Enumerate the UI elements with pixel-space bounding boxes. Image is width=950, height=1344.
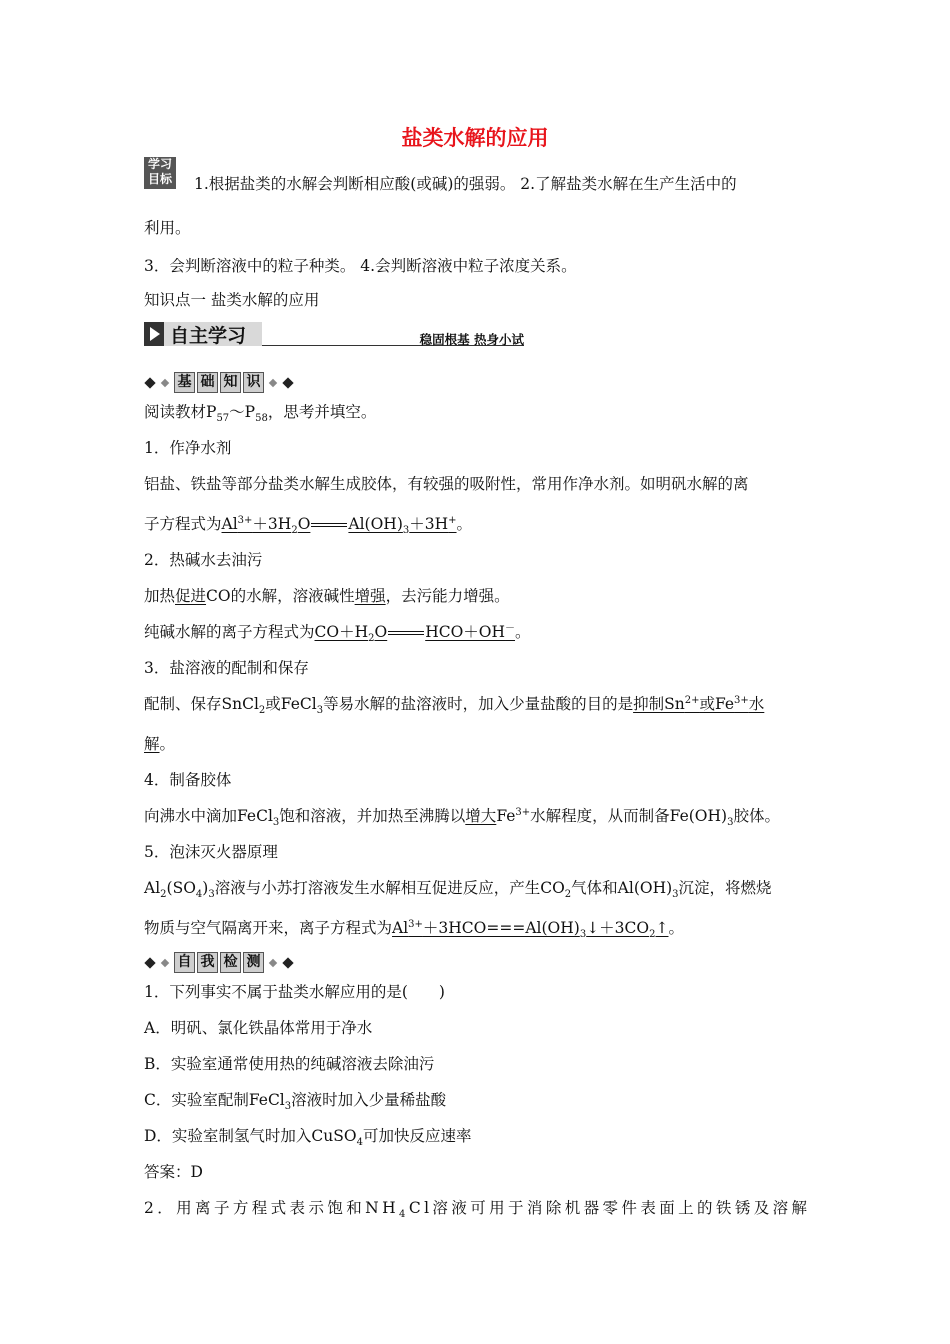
- basic-knowledge-heading: [144, 372, 294, 393]
- item-3-text: 配制、保存SnCl$_2$或FeCl$_3$等易水解的盐溶液时，加入少量盐酸的目的是抑制$Sn^{2+}$或$Fe^{3+}$水: [144, 694, 765, 717]
- section-label: 自主学习: [170, 324, 247, 347]
- heading-char: 我: [197, 952, 218, 973]
- section-label-box: [144, 322, 262, 346]
- option-d: D．实验室制氢气时加入CuSO$_4$可加快反应速率: [144, 1127, 472, 1149]
- goals-line-2: 利用。: [144, 219, 191, 237]
- item-5-heading: 5．泡沫灭火器原理: [144, 843, 278, 861]
- diamond-icon: [144, 957, 155, 968]
- badge-line-2: 目标: [147, 172, 172, 186]
- heading-char: 识: [243, 372, 264, 393]
- heading-char: 自: [174, 952, 195, 973]
- diamond-icon: [144, 377, 155, 388]
- item-4-heading: 4．制备胶体: [144, 771, 232, 789]
- section-bar: [144, 322, 524, 348]
- learning-goals-badge: [144, 157, 176, 189]
- option-c: C．实验室配制FeCl$_3$溶液时加入少量稀盐酸: [144, 1091, 447, 1113]
- item-1-text: 铝盐、铁盐等部分盐类水解生成胶体，有较强的吸附性，常用作净水剂。如明矾水解的离: [144, 475, 749, 493]
- section-tag: 稳固根基 热身小试: [419, 332, 524, 347]
- diamond-icon: [161, 958, 169, 966]
- item-5-equation: 物质与空气隔离开来，离子方程式为$Al^{3+}+3HCO===Al(OH)_3↓+3CO_2↑$。: [144, 918, 684, 941]
- heading-char: 基: [174, 372, 195, 393]
- knowledge-point-heading: 知识点一 盐类水解的应用: [144, 291, 320, 309]
- diamond-icon: [269, 958, 277, 966]
- badge-line-1: 学习: [147, 157, 172, 171]
- question-1: 1．下列事实不属于盐类水解应用的是( ): [144, 983, 445, 1001]
- item-5-text: $Al_2(SO_4)_3$溶液与小苏打溶液发生水解相互促进反应，产生$CO_2$气体和$Al(OH)_3$沉淀，将燃烧: [144, 879, 772, 901]
- item-2-equation: 纯碱水解的离子方程式为$CO+H_2O$ HCO＋OH－。: [144, 622, 531, 645]
- diamond-icon: [161, 378, 169, 386]
- self-check-heading: [144, 952, 294, 973]
- option-b: B．实验室通常使用热的纯碱溶液去除油污: [144, 1055, 435, 1073]
- item-2-text: 加热促进CO的水解，溶液碱性增强，去污能力增强。: [144, 587, 510, 605]
- item-3-heading: 3．盐溶液的配制和保存: [144, 659, 309, 677]
- diamond-icon: [282, 957, 293, 968]
- diamond-icon: [282, 377, 293, 388]
- play-triangle-icon: [144, 322, 164, 346]
- item-1-equation: 子方程式为$Al^{3+}+3H_2O$ $Al(OH)_3+3H^+$。: [144, 514, 473, 537]
- heading-char: 测: [243, 952, 264, 973]
- reading-intro: 阅读教材$P_{57}\sim P_{58}$，思考并填空。: [144, 403, 377, 425]
- goals-line-1: 1.根据盐类的水解会判断相应酸(或碱)的强弱。 2.了解盐类水解在生产生活中的: [194, 175, 737, 193]
- heading-char: 检: [220, 952, 241, 973]
- equilibrium-sign: [388, 631, 424, 635]
- answer: 答案：D: [144, 1163, 203, 1181]
- question-2: 2．用离子方程式表示饱和$NH_4Cl$溶液可用于消除机器零件表面上的铁锈及溶解: [144, 1199, 811, 1221]
- heading-char: 知: [220, 372, 241, 393]
- goals-line-3: 3．会判断溶液中的粒子种类。 4.会判断溶液中粒子浓度关系。: [144, 257, 577, 275]
- item-4-text: 向沸水中滴加FeCl$_3$饱和溶液，并加热至沸腾以增大$Fe^{3+}$水解程度，从而制备$Fe(OH)_3$胶体。: [144, 806, 780, 829]
- option-a: A．明矾、氯化铁晶体常用于净水: [144, 1019, 373, 1037]
- heading-char: 础: [197, 372, 218, 393]
- diamond-icon: [269, 378, 277, 386]
- item-2-heading: 2．热碱水去油污: [144, 551, 263, 569]
- item-1-heading: 1．作净水剂: [144, 439, 232, 457]
- equilibrium-sign: [311, 523, 347, 527]
- item-3-text-cont: 解。: [144, 735, 176, 753]
- page-title: 盐类水解的应用: [401, 126, 549, 150]
